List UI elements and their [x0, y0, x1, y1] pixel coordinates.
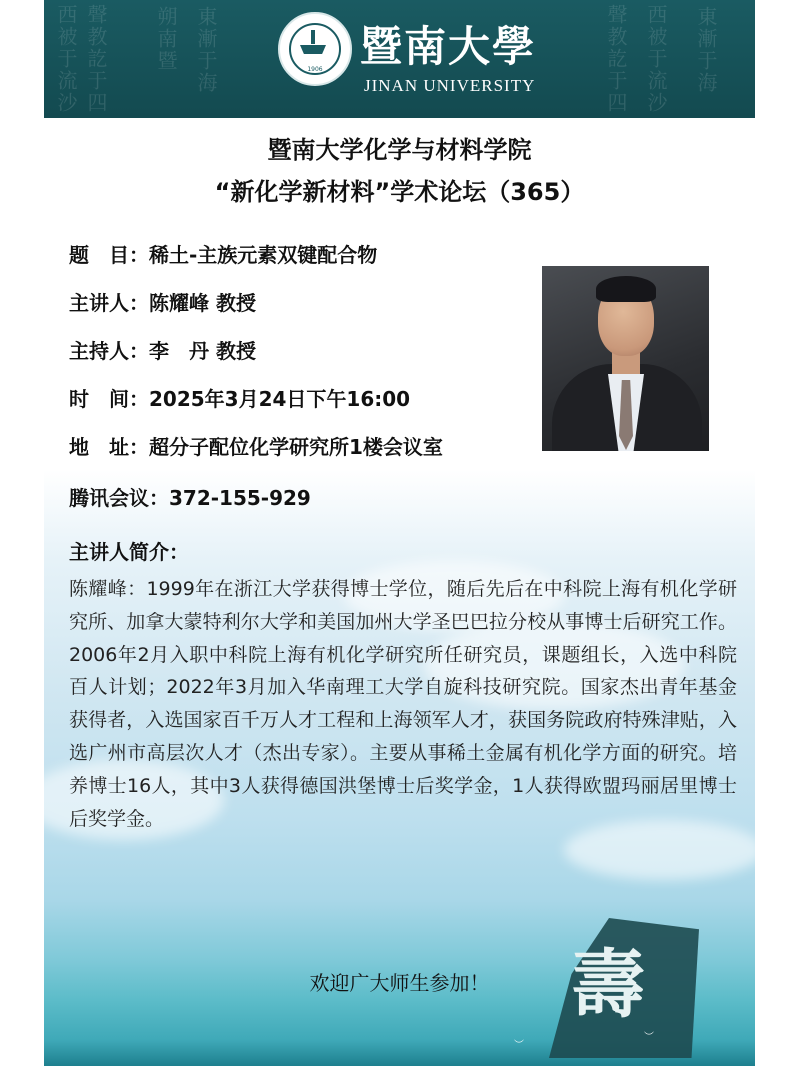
welcome-message: 欢迎广大师生参加！ — [309, 971, 490, 995]
university-logo — [278, 12, 352, 86]
title-line-2: “新化学新材料”学术论坛（365） — [214, 178, 585, 206]
bio-text: 陈耀峰：1999年在浙江大学获得博士学位，随后先后在中科院上海有机化学研究所、加拿大蒙特利尔大学和美国加州大学圣巴巴拉分校从事博士后研究工作。2006年2月入职中科院上海有机化学研究所任研究员，课题组长，入选中科院百人计划；2022年3月加入华南理工大学自旋科技研究院。国家杰出青年基金获得者，入选国家百千万人才工程和上海领军人才，获国务院政府特殊津贴，入选广州市高层次人才（杰出专家）。主要从事稀土金属有机化学方面的研究。培养博士16人，其中3人获得德国洪堡博士后奖学金，1人获得欧盟玛丽居里博士后奖学金。 — [69, 578, 737, 830]
longevity-emblem-icon: 壽 — [571, 942, 645, 1028]
bg-calligraphy-5: 聲教訖于四 — [604, 4, 628, 114]
bg-calligraphy-2: 聲教訖于四 — [84, 4, 108, 114]
bird-icon: ︶ — [644, 1032, 654, 1043]
speaker-photo — [542, 266, 709, 451]
speaker-line: 主讲人：陈耀峰 教授 — [69, 291, 256, 315]
bg-calligraphy-7: 東漸于海 — [694, 6, 718, 94]
header-banner — [44, 0, 755, 118]
bird-icon: ︶ — [514, 1040, 524, 1051]
bg-calligraphy-6: 西被于流沙 — [644, 4, 668, 114]
university-name-cn: 暨南大學 — [360, 22, 537, 71]
meeting-id-line: 腾讯会议：372-155-929 — [69, 486, 311, 510]
location-line: 地 址：超分子配位化学研究所1楼会议室 — [69, 435, 443, 459]
time-line: 时 间：2025年3月24日下午16:00 — [69, 387, 411, 411]
university-name-en: JINAN UNIVERSITY — [364, 76, 536, 95]
logo-mast — [311, 30, 315, 44]
logo-year: 1906 — [307, 66, 323, 73]
sail-emblem — [549, 918, 699, 1058]
title-line-1: 暨南大学化学与材料学院 — [267, 136, 532, 164]
bg-calligraphy-4: 東漸于海 — [194, 6, 218, 94]
bg-calligraphy-1: 西被于流沙 — [54, 4, 78, 114]
host-line: 主持人：李 丹 教授 — [69, 339, 256, 363]
photo-hair — [596, 276, 656, 302]
topic-line: 题 目：稀土-主族元素双键配合物 — [69, 243, 378, 267]
poster — [44, 0, 755, 1066]
bio-heading: 主讲人简介： — [69, 540, 189, 564]
bg-calligraphy-3: 朔南暨 — [154, 6, 178, 72]
